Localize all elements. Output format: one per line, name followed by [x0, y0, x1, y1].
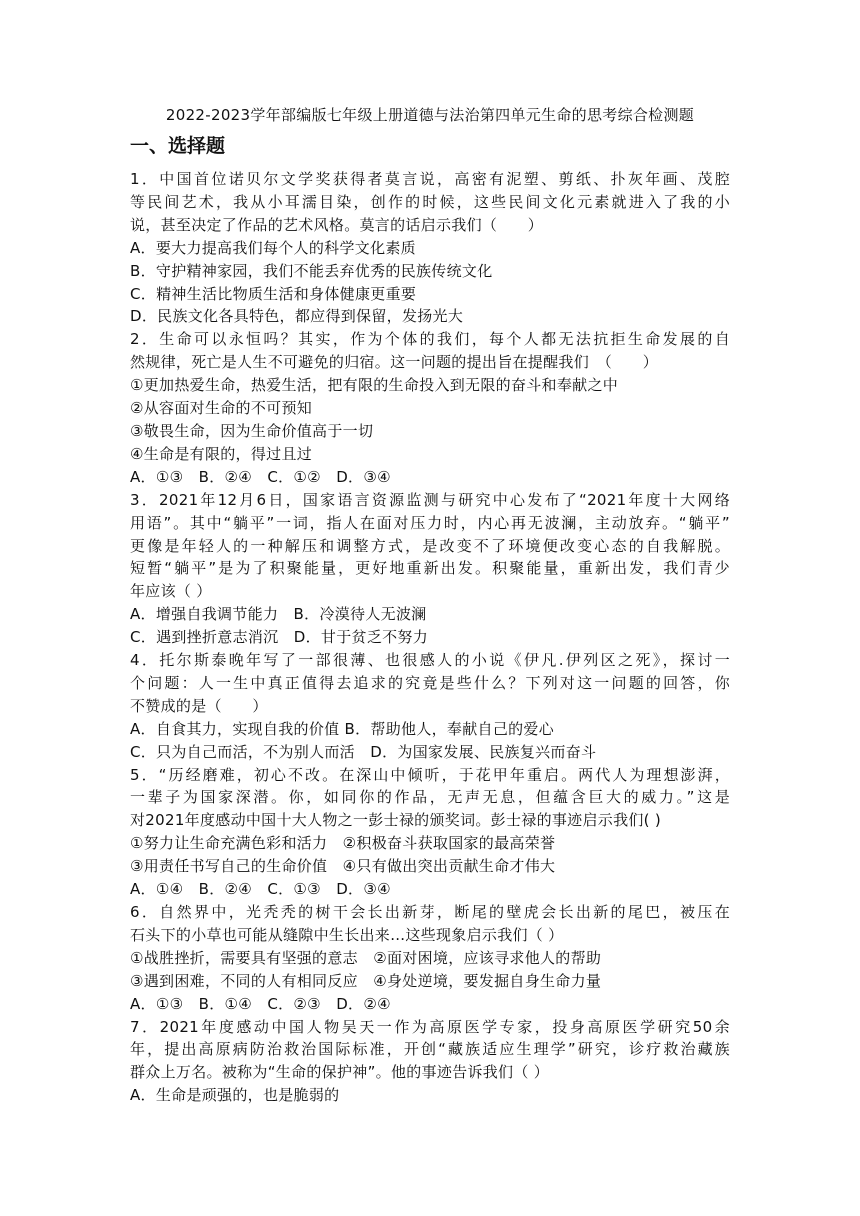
- question-5-statements-34: ③用责任书写自己的生命价值 ④只有做出突出贡献生命才伟大: [130, 857, 556, 876]
- question-4-stem-line-1: 4．托尔斯泰晚年写了一部很薄、也很感人的小说《伊凡.伊列区之死》，探讨一: [130, 651, 730, 670]
- question-2-statement-2: ②从容面对生命的不可预知: [130, 399, 313, 418]
- question-6-stem-line-1: 6．自然界中，光秃秃的树干会长出新芽，断尾的壁虎会长出新的尾巴，被压在: [130, 903, 730, 921]
- question-2-statement-1: ①更加热爱生命，热爱生活，把有限的生命投入到无限的奋斗和奉献之中: [130, 376, 619, 395]
- question-3-stem-line-5: 年应该（ ）: [130, 582, 212, 601]
- question-6-stem-line-2: 石头下的小草也可能从缝隙中生长出来…这些现象启示我们（ ）: [130, 925, 564, 944]
- document-title: 2022-2023学年部编版七年级上册道德与法治第四单元生命的思考综合检测题: [165, 106, 695, 124]
- question-5-stem-line-3: 对2021年度感动中国十大人物之一彭士禄的颁奖词。彭士禄的事迹启示我们( ): [130, 811, 662, 830]
- question-3-stem-line-3: 更像是年轻人的一种解压和调整方式，是改变不了环境便改变心态的自我解脱。: [130, 536, 730, 555]
- question-1-option-c: C．精神生活比物质生活和身体健康更重要: [130, 284, 417, 303]
- question-3-options-ab: A．增强自我调节能力 B．冷漠待人无波澜: [130, 605, 427, 624]
- question-6: [130, 901, 730, 1016]
- question-7-stem-line-2: 年，提出高原病防治救治国际标准，开创“藏族适应生理学”研究，诊疗救治藏族: [130, 1040, 730, 1059]
- question-3: [130, 489, 730, 649]
- question-3-stem-line-1: 3．2021年12月6日，国家语言资源监测与研究中心发布了“2021年度十大网络: [130, 490, 730, 509]
- question-1-option-a: A．要大力提高我们每个人的科学文化素质: [130, 238, 416, 257]
- question-5-stem-line-2: 一辈子为国家深潜。你，如同你的作品，无声无息，但蕴含巨大的威力。”这是: [130, 788, 730, 807]
- question-4: [130, 649, 730, 764]
- question-4-options-ab: A．自食其力，实现自我的价值 B．帮助他人，奉献自己的爱心: [130, 719, 555, 738]
- question-1-option-b: B．守护精神家园，我们不能丢弃优秀的民族传统文化: [130, 261, 493, 280]
- question-4-stem-line-2: 个问题：人一生中真正值得去追求的究竟是些什么？下列对这一问题的回答，你: [130, 673, 730, 692]
- question-2-statement-4: ④生命是有限的，得过且过: [130, 444, 313, 463]
- question-4-stem-line-3: 不赞成的是（ ）: [130, 696, 268, 715]
- question-7-option-a: A．生命是顽强的，也是脆弱的: [130, 1086, 340, 1105]
- question-1-stem-line-3: 说，甚至决定了作品的艺术风格。莫言的话启示我们（ ）: [130, 215, 544, 234]
- question-4-options-cd: C．只为自己而活，不为别人而活 D．为国家发展、民族复兴而奋斗: [130, 742, 597, 761]
- question-6-options: A．①③ B．①④ C．②③ D．②④: [130, 994, 391, 1013]
- question-2: [130, 328, 730, 488]
- question-5-stem-line-1: 5．“历经磨难，初心不改。在深山中倾听，于花甲年重启。两代人为理想澎湃，: [130, 765, 730, 784]
- question-2-stem-line-2: 然规律，死亡是人生不可避免的归宿。这一问题的提出旨在提醒我们 （ ）: [130, 353, 659, 372]
- question-1: [130, 168, 730, 328]
- question-2-options: A．①③ B．②④ C．①② D．③④: [130, 467, 391, 486]
- question-5: [130, 764, 730, 901]
- section-heading: 一、选择题: [130, 135, 226, 157]
- question-5-options: A．①④ B．②④ C．①③ D．③④: [130, 880, 391, 899]
- question-3-stem-line-2: 用语”。其中“躺平”一词，指人在面对压力时，内心再无波澜，主动放弃。“躺平”: [130, 513, 730, 532]
- question-6-statements-34: ③遇到困难，不同的人有相同反应 ④身处逆境，要发掘自身生命力量: [130, 971, 602, 990]
- question-2-statement-3: ③敬畏生命，因为生命价值高于一切: [130, 421, 374, 440]
- question-6-statements-12: ①战胜挫折，需要具有坚强的意志 ②面对困境，应该寻求他人的帮助: [130, 948, 602, 967]
- question-3-stem-line-4: 短暂“躺平”是为了积聚能量，更好地重新出发。积聚能量，重新出发，我们青少: [130, 559, 730, 578]
- question-2-stem-line-1: 2．生命可以永恒吗？其实，作为个体的我们，每个人都无法抗拒生命发展的自: [130, 330, 730, 349]
- question-1-stem-line-1: 1．中国首位诺贝尔文学奖获得者莫言说，高密有泥塑、剪纸、扑灰年画、茂腔: [130, 170, 730, 188]
- question-5-statements-12: ①努力让生命充满色彩和活力 ②积极奋斗获取国家的最高荣誉: [130, 834, 556, 853]
- question-3-options-cd: C．遇到挫折意志消沉 D．甘于贫乏不努力: [130, 628, 429, 647]
- question-1-option-d: D．民族文化各具特色，都应得到保留，发扬光大: [130, 307, 464, 326]
- question-7: [130, 1016, 730, 1108]
- question-7-stem-line-3: 群众上万名。被称为“生命的保护神”。他的事迹告诉我们（ ）: [130, 1063, 550, 1082]
- document-body: [130, 104, 730, 1107]
- question-7-stem-line-1: 7．2021年度感动中国人物吴天一作为高原医学专家，投身高原医学研究50余: [130, 1017, 730, 1036]
- question-1-stem-line-2: 等民间艺术，我从小耳濡目染，创作的时候，这些民间文化元素就进入了我的小: [130, 192, 730, 211]
